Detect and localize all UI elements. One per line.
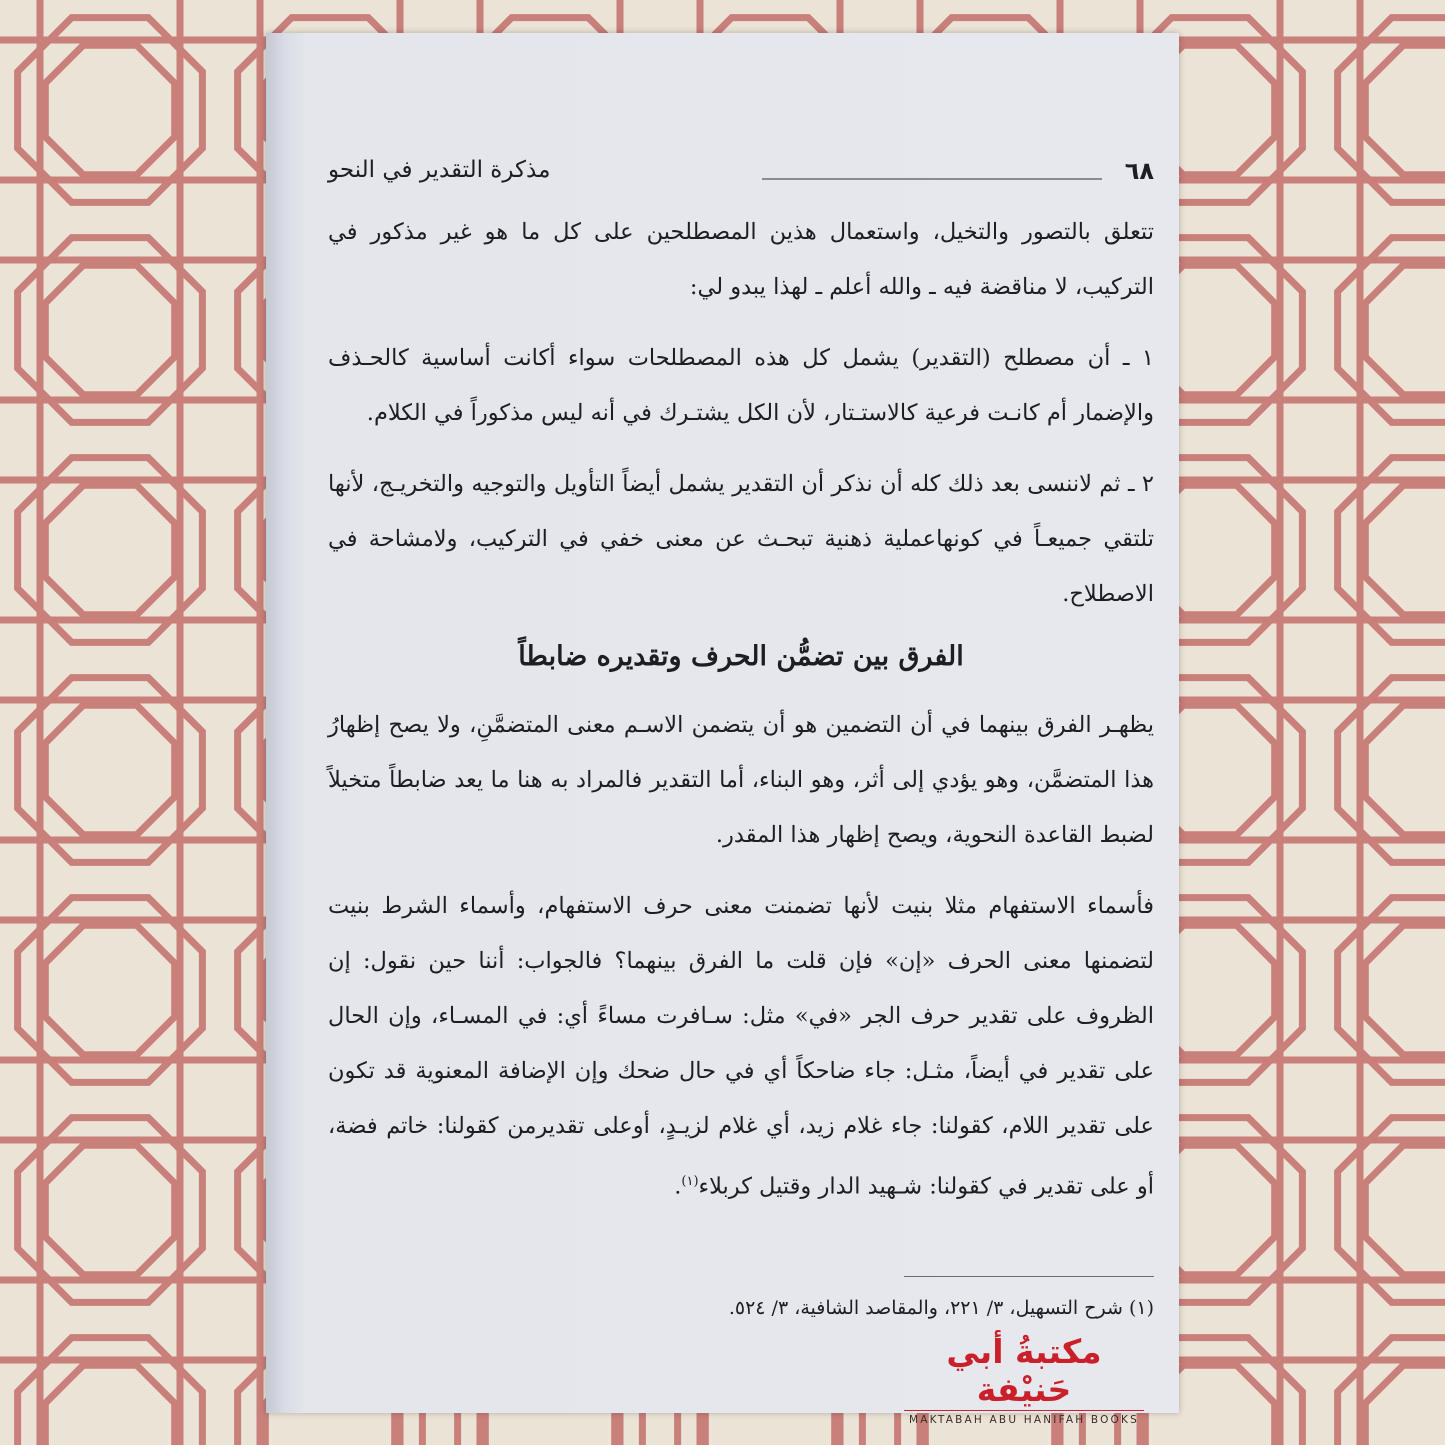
logo-english-text: MAKTABAH ABU HANIFAH BOOKS — [909, 1414, 1139, 1426]
paragraph-end-period: . — [674, 1173, 682, 1200]
body-text — [328, 205, 1154, 1215]
section-heading: الفرق بين تضمُّن الحرف وتقديره ضابطاً — [518, 641, 964, 672]
paragraph-examples — [328, 879, 1154, 1215]
footnote-reference: (١) — [681, 1174, 699, 1189]
logo-arabic-text: مكتبةُ أبي حَنيْفة — [946, 1332, 1102, 1409]
paragraph-point-2: ٢ ـ ثم لاننسى بعد ذلك كله أن نذكر أن التقدير يشمل أيضاً التأويل والتوجيه والتخريـج، لأنها تلتقي جميعـاً في كونهاعملية ذهنية تبحـث عن معنى خفي في التركيب، ولامشاحة في الاصطلاح. — [328, 471, 1154, 607]
paragraph-intro: تتعلق بالتصور والتخيل، واستعمال هذين المصطلحين على كل ما هو غير مذكور في التركيب، لا مناقضة فيه ـ والله أعلم ـ لهذا يبدو لي: — [328, 219, 1154, 300]
paragraph-examples-text: فأسماء الاستفهام مثلا بنيت لأنها تضمنت معنى حرف الاستفهام، وأسماء الشرط بنيت لتضمنها معنى الحرف «إن» فإن قلت ما الفرق بينهما؟ فالجواب: أننا حين نقول: إن الظروف على تقدير حرف الجر «في» مثل: سـافرت مساءً أي: في المسـاء، وإن الحال على تقدير في أيضاً، مثـل: جاء ضاحكاً أي في حال ضحك وإن الإضافة المعنوية قد تكون على تقدير اللام، كقولنا: جاء غلام زيد، أي غلام لزيـدٍ، أوعلى تقديرمن كقولنا: خاتم فضة، أو على تقدير في كقولنا: شـهيد الدار وقتيل كربلاء — [328, 893, 1154, 1200]
footnote: (١) شرح التسهيل، ٣/ ٢٢١، والمقاصد الشافية، ٣/ ٥٢٤. — [728, 1297, 1154, 1319]
running-title: مذكرة التقدير في النحو — [328, 157, 551, 183]
logo-rule — [904, 1410, 1144, 1411]
page-content — [328, 33, 1154, 1413]
publisher-logo — [898, 1332, 1150, 1426]
page-number: ٦٨ — [1124, 157, 1154, 185]
paragraph-difference: يظهـر الفرق بينهما في أن التضمين هو أن يتضمن الاسـم معنى المتضمَّنِ، ولا يصح إظهارُ هذا المتضمَّن، وهو يؤدي إلى أثر، وهو البناء، أما التقدير فالمراد به هنا ما يعد ضابطاً متخيلاً لضبط القاعدة النحوية، ويصح إظهار هذا المقدر. — [328, 712, 1154, 848]
book-page — [266, 33, 1179, 1413]
footnote-rule — [904, 1276, 1154, 1277]
paragraph-point-1: ١ ـ أن مصطلح (التقدير) يشمل كل هذه المصطلحات سواء أكانت أساسية كالحـذف والإضمار أم كانـت فرعية كالاستـتار، لأن الكل يشتـرك في أنه ليس مذكوراً في الكلام. — [328, 345, 1154, 426]
running-header — [328, 157, 1154, 197]
header-rule — [762, 178, 1102, 180]
